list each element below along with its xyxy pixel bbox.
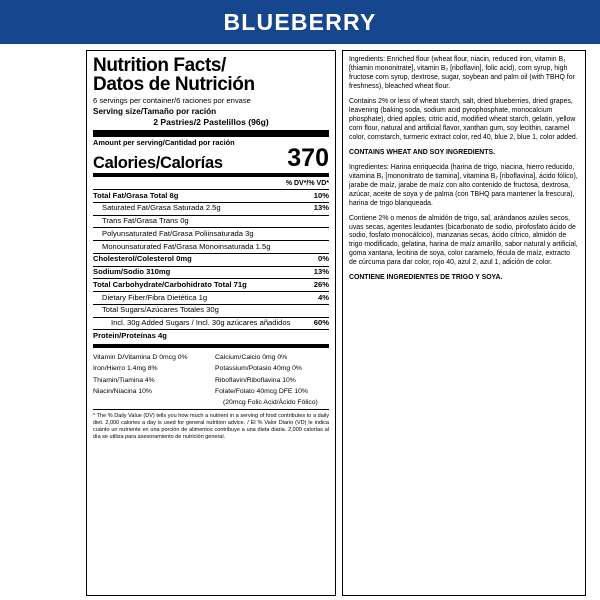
divider-medium <box>93 344 329 348</box>
vitamin-item: Potassium/Potasio 40mg 0% <box>215 365 302 373</box>
vitamin-item: Niacin/Niacina 10% <box>93 387 152 395</box>
nutrient-dv: 10% <box>313 190 329 200</box>
nutrient-name: Sodium/Sodio 310mg <box>93 267 171 277</box>
calories-label: Calories/Calorías <box>93 153 223 172</box>
nutrient-dv: 0% <box>318 254 329 264</box>
nutrient-name: Total Sugars/Azúcares Totales 30g <box>102 305 219 315</box>
table-row <box>93 254 329 266</box>
nutrient-dv: 4% <box>318 292 329 302</box>
table-row <box>93 203 329 215</box>
table-row <box>93 241 329 253</box>
nutrient-name: Incl. 30g Added Sugars / Incl. 30g azúcares añadidos <box>111 317 291 327</box>
vitamins-column-left <box>93 352 207 409</box>
allergen-statement-spanish: CONTIENE INGREDIENTES DE TRIGO Y SOYA. <box>349 274 503 282</box>
serving-size-label: Serving size/Tamaño por ración <box>93 106 217 116</box>
product-name: BLUEBERRY <box>223 8 377 35</box>
nutrient-name: Total Carbohydrate/Carbohidrato Total 71g <box>93 279 247 289</box>
ingredients-english-2: Contains 2% or less of wheat starch, salt, dried blueberries, dried grapes, leavening (baking soda, sodium acid pyrophosphate, monocalcium phosphate), dried apples, citric acid, modified wheat starch, gelatin, yellow corn flour, natural and artificial flavor, xanthan gum, soy lecithin, caramel color, cornstarch, turmeric extract color, red 40, blue 2, blue 1, color added. <box>349 97 578 141</box>
table-row <box>93 216 329 228</box>
table-row <box>93 292 329 304</box>
ingredients-spanish-2: Contiene 2% o menos de almidón de trigo, sal, arándanos azules secos, uvas secas, agentes leudantes (bicarbonato de sodio, pirofosfato ácido de sodio, fosfato monocálcico), manzanas secas, ácido cítrico, almidón de trigo modificado, gelatina, harina de maíz amarillo, sabor natural y artificial, goma xantana, lecitina de soya, color caramelo, fécula de maíz, extracto de cúrcuma para dar color, rojo 40, azul 2, azul 1, adición de color. <box>349 214 578 267</box>
product-banner <box>0 0 600 44</box>
nutrient-name: Saturated Fat/Grasa Saturada 2.5g <box>102 203 221 213</box>
table-row <box>93 267 329 279</box>
nutrient-name: Trans Fat/Grasa Trans 0g <box>102 216 189 226</box>
vitamins-column-right <box>207 352 329 409</box>
vitamin-item: Vitamin D/Vitamina D 0mcg 0% <box>93 353 188 361</box>
calories-row <box>93 144 329 173</box>
amount-per-serving-label: Amount per serving/Cantidad por ración <box>93 137 235 147</box>
serving-size-value: 2 Pastries/2 Pastelillos (96g) <box>153 117 269 128</box>
nutrient-name: Monounsaturated Fat/Grasa Monoinsaturada 1.5g <box>102 241 271 251</box>
vitamin-item-sub: (20mcg Folic Acid/Ácido Fólico) <box>223 399 318 407</box>
nutrient-dv: 13% <box>313 203 329 213</box>
vitamin-item: Thiamin/Tiamina 4% <box>93 376 155 384</box>
table-row <box>93 190 329 202</box>
daily-value-footnote: * The % Daily Value (DV) tells you how much a nutrient in a serving of food contributes to a daily diet. 2,000 calories a day is used for general nutrition advice. / El % Valor Diario (VD) le indica cuánto un nutriente en una porción de alimentos contribuye a una dieta diaria. 2,000 calorías al día se utiliza para asesoramiento de nutrición general. <box>93 413 329 441</box>
nutrient-dv: 13% <box>313 267 329 277</box>
nutrient-name: Dietary Fiber/Fibra Dietética 1g <box>102 292 208 302</box>
divider-thick <box>93 130 329 137</box>
allergen-statement-english: CONTAINS WHEAT AND SOY INGREDIENTS. <box>349 148 495 156</box>
table-row <box>93 228 329 240</box>
nutrition-facts-title-es: Datos de Nutrición <box>93 74 255 96</box>
vitamin-item: Iron/Hierro 1.4mg 8% <box>93 365 158 373</box>
label-content <box>0 44 600 600</box>
nutrition-facts-panel <box>86 50 336 596</box>
daily-value-header: % DV*/% VD* <box>285 180 329 187</box>
table-row <box>93 318 329 330</box>
ingredients-english-1: Ingredients: Enriched flour (wheat flour, niacin, reduced iron, vitamin B₁ [thiamin mononitrate], vitamin B₂ [riboflavin], folic acid), corn syrup, high fructose corn syrup, dextrose, sugar, soybean and palm oil (with TBHQ for freshness), bleached wheat flour. <box>349 56 575 90</box>
vitamin-item: Calcium/Calcio 0mg 0% <box>215 353 288 361</box>
nutrient-name: Cholesterol/Colesterol 0mg <box>93 254 192 264</box>
table-row <box>93 330 329 342</box>
nutrient-dv: 60% <box>313 317 329 327</box>
table-row <box>93 279 329 291</box>
nutrient-dv: 26% <box>313 279 329 289</box>
ingredients-panel <box>342 50 586 596</box>
nutrition-facts-title-en: Nutrition Facts/ <box>93 55 226 76</box>
table-row <box>93 305 329 317</box>
nutrient-name: Total Fat/Grasa Total 8g <box>93 190 179 200</box>
vitamin-item: Riboflavin/Riboflavina 10% <box>215 376 296 384</box>
divider-medium <box>93 173 329 177</box>
vitamins-grid <box>93 350 329 409</box>
vitamin-item: Folate/Folato 40mcg DFE 10% <box>215 387 308 395</box>
nutrition-facts-title <box>93 56 329 95</box>
servings-per-container: 6 servings per container/6 raciones por envase <box>93 95 251 105</box>
nutrient-name: Protein/Proteínas 4g <box>93 330 167 340</box>
calories-value: 370 <box>287 144 329 173</box>
nutrient-name: Polyunsaturated Fat/Grasa Poliinsaturada 3g <box>102 228 254 238</box>
ingredients-spanish-1: Ingredientes: Harina enriquecida (harina de trigo, niacina, hierro reducido, vitamina B₁ [mononitrato de tiamina], vitamina B₂ [riboflavina], ácido fólico), jarabe de maíz, jarabe de maíz con alto contenido de fructosa, dextrosa, azúcar, aceite de soya y de palma (con TBHQ para mantener la frescura), harina de trigo blanqueada. <box>349 163 578 207</box>
